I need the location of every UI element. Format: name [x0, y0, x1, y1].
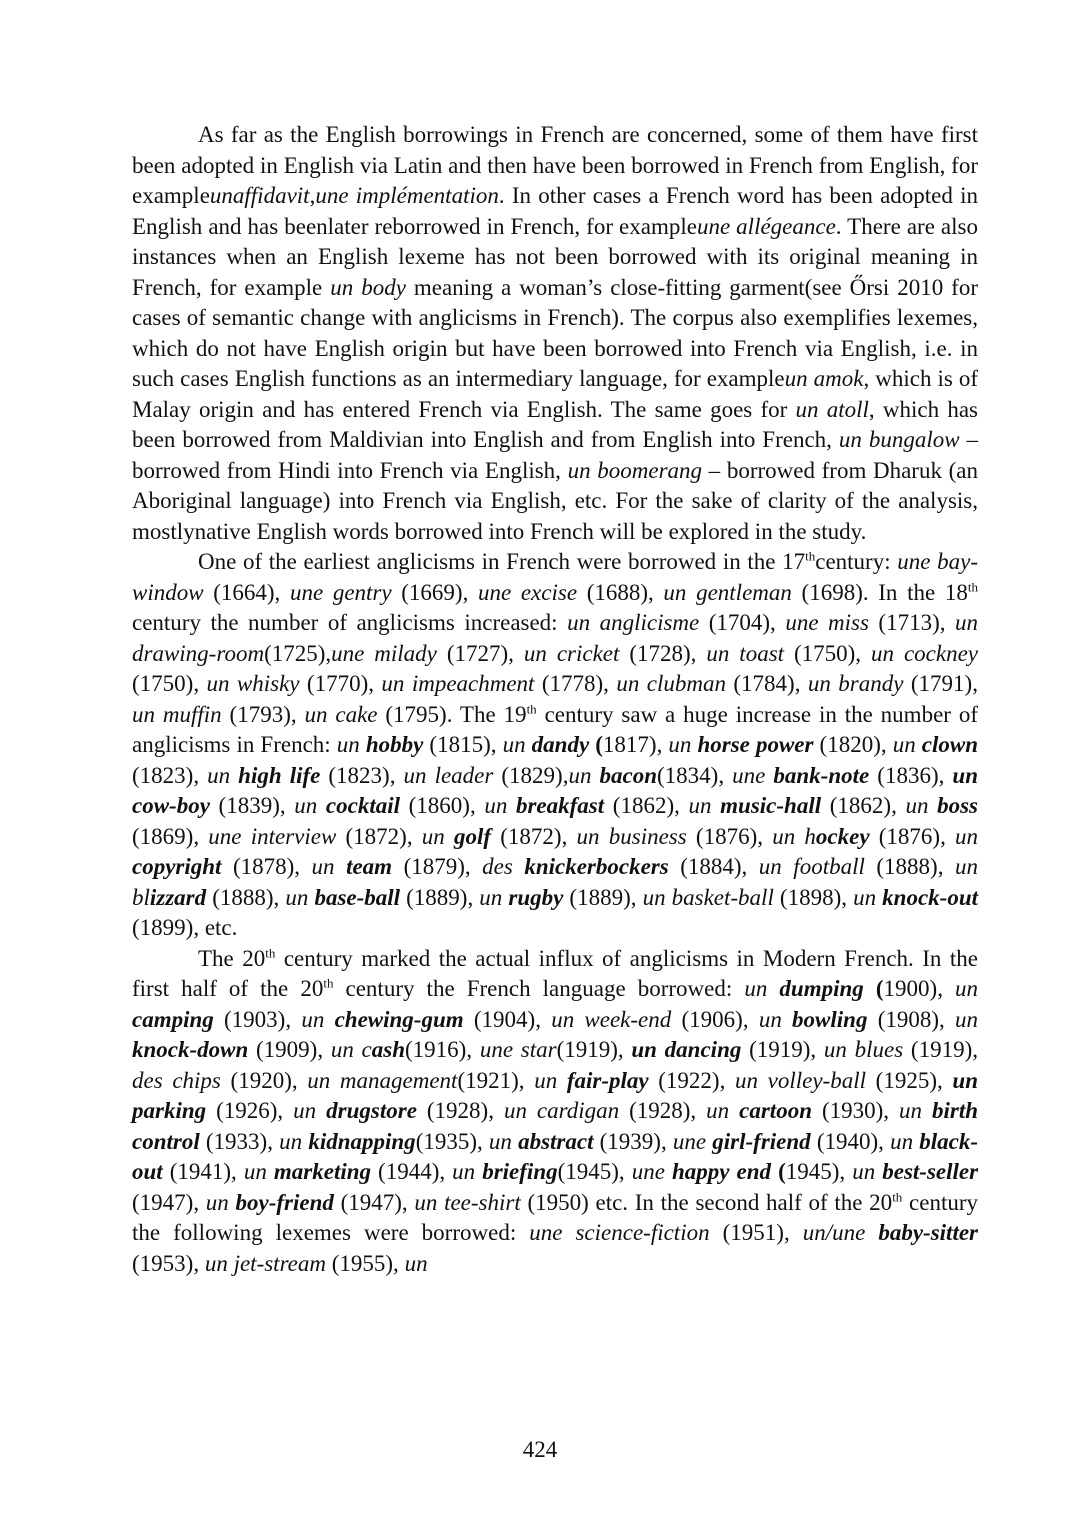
anglicism-term: happy end [671, 1159, 772, 1184]
text-run: (1925), [866, 1067, 953, 1093]
text-run: (1899), etc. [132, 915, 238, 940]
text-run: (1888), [206, 884, 286, 910]
anglicism-term: un [207, 762, 239, 788]
page-number: 424 [522, 1437, 558, 1462]
text-run: , which has been borrowed from Maldivian into English and from English into French, [132, 396, 978, 452]
text-run: ( [595, 732, 603, 757]
text-run: (1778), [534, 671, 617, 696]
ordinal-suffix: th [265, 944, 276, 960]
text-run: – borrowed from Hindi into French via English, [132, 427, 979, 483]
paragraph-17th-19th-century [132, 547, 978, 944]
text-run: (1898), [773, 884, 854, 910]
text-run: As far as the English borrowings in French are concerned, some of them have first been adopted in English via Latin and then have been borrowed in French from English, for example [132, 122, 978, 208]
text-run [864, 976, 876, 1001]
text-run: (1950) etc. In the second half of the 20 [520, 1189, 893, 1215]
anglicism-term: un gentleman [663, 579, 792, 605]
anglicism-term: un bungalow [838, 427, 960, 452]
text-run: (1750), [132, 671, 207, 696]
anglicism-term: un [421, 823, 454, 849]
text-run: ( [875, 976, 884, 1001]
text-run: (1727), [436, 640, 524, 666]
text-run: (1698). In the 18 [791, 579, 968, 605]
anglicism-term: cartoon [739, 1098, 812, 1123]
text-run: (1839), [209, 793, 295, 818]
anglicism-term: un [452, 1159, 483, 1184]
text-run: 1900), [883, 976, 956, 1001]
anglicism-term: un [758, 1006, 793, 1032]
anglicism-term: un h [772, 823, 816, 849]
anglicism-term: un tee-shirt [414, 1189, 521, 1215]
text-run: (1941), [162, 1159, 244, 1184]
text-run: (1860), [400, 793, 485, 818]
anglicism-term: chewing-gum [334, 1006, 464, 1032]
anglicism-term: golf [454, 823, 492, 849]
text-run: century the following lexemes were borrowed: [132, 1189, 978, 1245]
anglicism-term: baby-sitter [878, 1220, 978, 1245]
text-run: (1955), [325, 1250, 405, 1276]
text-run: (1916), [405, 1037, 480, 1062]
text-run: (1945), [557, 1159, 632, 1184]
anglicism-term: izzard [149, 884, 207, 910]
text-run: – borrowed from Dharuk (an Aboriginal language) into French via English, etc. For the sake of clarity of the analysis, mostlynative English words borrowed into French will be explored in the study. [132, 457, 978, 544]
text-run: century: [815, 549, 898, 574]
anglicism-term: un blues [823, 1037, 904, 1062]
anglicism-term: camping [132, 1006, 214, 1032]
anglicism-term: dandy [531, 732, 590, 757]
anglicism-term: clown [921, 732, 979, 757]
anglicism-term: un atoll [795, 396, 869, 422]
anglicism-term: un management [307, 1067, 458, 1093]
anglicism-term: un cockney [871, 640, 979, 666]
anglicism-term: un whisky [206, 671, 300, 696]
text-run: (1770), [299, 671, 382, 696]
text-run: (1876), [686, 823, 773, 849]
anglicism-term: girl-friend [712, 1128, 811, 1154]
anglicism-term: kidnapping [308, 1128, 416, 1154]
text-run: (1728), [619, 640, 707, 666]
anglicism-term: un boomerang [567, 457, 703, 483]
anglicism-term: un [243, 1159, 274, 1184]
text-run: ( [778, 1159, 786, 1184]
anglicism-term: un basket-ball [642, 884, 774, 910]
anglicism-term: fair-play [566, 1067, 649, 1093]
anglicism-term: horse power [697, 732, 814, 757]
text-run: (1823), [132, 762, 208, 788]
anglicism-term: cocktail [325, 793, 400, 818]
text-run: century marked the actual influx of anglicisms in Modern French. In the first half of the 20 [132, 945, 978, 1001]
anglicism-term: une implémentation [315, 183, 499, 208]
anglicism-term: une miss [785, 610, 869, 635]
text-run: (1879), [392, 854, 483, 879]
anglicism-term: copyright [132, 854, 222, 879]
ordinal-suffix: th [805, 548, 816, 564]
text-run: (1928), [416, 1098, 504, 1123]
ordinal-suffix: th [892, 1188, 903, 1204]
text-run: . In other cases a French word has been adopted in English and has beenlater reborrowed in French, for example [132, 183, 979, 239]
text-run: , [309, 183, 316, 208]
text-run: (1704), [699, 610, 786, 635]
text-run: (1953), [132, 1250, 205, 1276]
text-run: (1784), [725, 671, 808, 696]
text-run: (1906), [671, 1006, 759, 1032]
anglicism-term: un amok [784, 366, 864, 391]
anglicism-term: un volley-ball [735, 1067, 867, 1093]
anglicism-term: dumping [779, 976, 864, 1001]
text-run: (1889), [563, 884, 643, 910]
text-run: century the French language borrowed: [333, 976, 745, 1001]
anglicism-term: boy-friend [235, 1189, 334, 1215]
anglicism-term: une excise [477, 579, 578, 605]
text-run: (1926), [206, 1098, 294, 1123]
text-run: century the number of anglicisms increased: [132, 610, 568, 635]
anglicism-term: knock-out [882, 884, 978, 910]
anglicism-term: hobby [365, 732, 424, 757]
anglicism-term: knickerbockers [524, 854, 669, 879]
text-run: (1664), [203, 579, 290, 605]
text-run: , which is of Malay origin and has entered French via English. The same goes for [132, 366, 978, 422]
anglicism-term: une milady [331, 640, 437, 666]
text-run: (1829), [493, 762, 569, 788]
anglicism-term: un anglicisme [567, 610, 700, 635]
anglicism-term: un cow-boy [132, 762, 978, 818]
text-run: (1791), [903, 671, 978, 696]
anglicism-term: une allégeance [696, 213, 836, 239]
text-run: (1793), [221, 701, 305, 727]
anglicism-term: un jet-stream [204, 1250, 326, 1276]
anglicism-term: bacon [599, 762, 657, 788]
text-run: (1919), [556, 1037, 632, 1062]
anglicism-term: ockey [815, 823, 870, 849]
paragraph-20th-century [132, 944, 978, 1280]
text-run: (1908), [867, 1006, 956, 1032]
anglicism-term: un week-end [551, 1006, 672, 1032]
ordinal-suffix: th [526, 700, 537, 716]
anglicism-term: un football [758, 854, 865, 879]
text-run: (1750), [784, 640, 872, 666]
anglicism-term: un [285, 884, 315, 910]
text-run: (1884), [668, 854, 759, 879]
anglicism-term: un clubman [616, 671, 726, 696]
anglicism-term: un [706, 1098, 740, 1123]
anglicism-term: un business [576, 823, 687, 849]
text-run: . There are also instances when an English lexeme has not been borrowed with its original meaning in French, for example [132, 213, 978, 300]
anglicism-term: un [955, 1006, 979, 1032]
text-run: (1869), [132, 823, 209, 849]
anglicism-term: un [688, 793, 721, 818]
anglicism-term: un cake [304, 701, 378, 727]
anglicism-term: un [205, 1189, 236, 1215]
anglicism-term: une bay-window [132, 549, 978, 605]
anglicism-term: un/une [802, 1220, 879, 1245]
anglicism-term: un [890, 1128, 920, 1154]
text-run: (1872), [336, 823, 422, 849]
anglicism-term: un [336, 732, 366, 757]
anglicism-term: un [311, 854, 347, 879]
text-run: 1945), [785, 1159, 853, 1184]
text-run: 1817), [602, 732, 669, 757]
anglicism-term: ash [371, 1037, 406, 1062]
text-run: (1933), [199, 1128, 280, 1154]
text-run: (1922), [648, 1067, 735, 1093]
anglicism-term: un body [330, 274, 406, 300]
text-run: (1820), [813, 732, 893, 757]
anglicism-term: rugby [508, 884, 564, 910]
text-run: (1872), [491, 823, 577, 849]
anglicism-term: un impeachment [381, 671, 535, 696]
text-run: (1823), [320, 762, 404, 788]
page-body [132, 120, 978, 1279]
text-run: (1951), [709, 1220, 803, 1245]
text-run: (1920), [220, 1067, 308, 1093]
text-run: The 20 [198, 945, 266, 971]
anglicism-term: une interview [208, 823, 337, 849]
text-run: (1862), [821, 793, 906, 818]
anglicism-term: un parking [132, 1067, 978, 1123]
anglicism-term: un cardigan [503, 1098, 620, 1123]
anglicism-term: un bl [132, 854, 978, 910]
anglicism-term: knock-down [132, 1037, 249, 1062]
text-run: meaning a woman’s close-fitting garment(see Őrsi 2010 for cases of semantic change with anglicisms in French). The corpus also exemplifies lexemes, which do not have English origin but have been borrowed into French via English, i.e. in such cases English functions as an intermediary language, for example [132, 274, 978, 391]
anglicism-term: un [301, 1006, 335, 1032]
text-run: (1903), [213, 1006, 302, 1032]
anglicism-term: un [404, 1250, 428, 1276]
anglicism-term: un [279, 1128, 309, 1154]
anglicism-term: bank-note [773, 762, 870, 788]
text-run: (1876), [869, 823, 956, 849]
anglicism-term: high life [238, 762, 321, 788]
anglicism-term: un c [330, 1037, 372, 1062]
text-run: (1815), [423, 732, 503, 757]
anglicism-term: un [853, 884, 883, 910]
anglicism-term: music-hall [720, 793, 822, 818]
anglicism-term: unaffidavit [209, 183, 310, 208]
anglicism-term: un [479, 884, 509, 910]
text-run: (1947), [333, 1189, 415, 1215]
anglicism-term: breakfast [515, 793, 605, 818]
anglicism-term: briefing [482, 1159, 558, 1184]
anglicism-term: une [732, 762, 774, 788]
text-run: One of the earliest anglicisms in French were borrowed in the 17 [198, 549, 806, 574]
anglicism-term: team [346, 854, 393, 879]
text-run: (1939), [593, 1128, 673, 1154]
anglicism-term: un [568, 762, 600, 788]
anglicism-term: un [892, 732, 922, 757]
anglicism-term: un [293, 1098, 327, 1123]
anglicism-term: best-seller [882, 1159, 979, 1184]
anglicism-term: un [955, 823, 979, 849]
text-run: (1888), [864, 854, 955, 879]
anglicism-term: un [668, 732, 698, 757]
anglicism-term: black-out [132, 1128, 978, 1184]
anglicism-term: un [502, 732, 532, 757]
text-run: (1921), [457, 1067, 535, 1093]
anglicism-term: des [482, 854, 525, 879]
text-run: (1928), [619, 1098, 707, 1123]
anglicism-term: un [294, 793, 326, 818]
text-run: (1944), [371, 1159, 453, 1184]
anglicism-term: marketing [273, 1159, 372, 1184]
text-run: (1725), [264, 640, 332, 666]
anglicism-term: boss [937, 793, 978, 818]
anglicism-term: un toast [706, 640, 785, 666]
anglicism-term: un [852, 1159, 883, 1184]
text-run: (1688), [577, 579, 664, 605]
anglicism-term: un [899, 1098, 932, 1123]
anglicism-term: une star [479, 1037, 557, 1062]
anglicism-term: un [488, 1128, 519, 1154]
text-run: (1935), [415, 1128, 489, 1154]
ordinal-suffix: th [967, 578, 978, 594]
anglicism-term: un muffin [132, 701, 222, 727]
text-run: century saw a huge increase in the number of anglicisms in French: [132, 701, 978, 757]
anglicism-term: bowling [792, 1006, 868, 1032]
text-run: (1930), [811, 1098, 900, 1123]
anglicism-term: une gentry [289, 579, 392, 605]
paragraph-borrowings-origins [132, 120, 978, 547]
text-run: (1834), [657, 762, 733, 788]
text-run: (1669), [391, 579, 478, 605]
anglicism-term: abstract [518, 1128, 594, 1154]
text-run: (1947), [132, 1189, 206, 1215]
text-run [771, 1159, 778, 1184]
anglicism-term: une [631, 1159, 672, 1184]
ordinal-suffix: th [323, 975, 334, 991]
text-run: (1878), [221, 854, 312, 879]
anglicism-term: base-ball [314, 884, 401, 910]
text-run: (1904), [463, 1006, 552, 1032]
text-run: (1862), [604, 793, 689, 818]
text-run: (1713), [868, 610, 955, 635]
text-run: (1836), [869, 762, 953, 788]
anglicism-term: un [744, 976, 780, 1001]
anglicism-term: un leader [403, 762, 494, 788]
anglicism-term: un [534, 1067, 567, 1093]
anglicism-term: un dancing [631, 1037, 742, 1062]
anglicism-term: une science-fiction [529, 1220, 710, 1245]
text-run: (1909), [248, 1037, 331, 1062]
anglicism-term: un drawing-room [132, 610, 978, 666]
anglicism-term: birth control [132, 1098, 979, 1154]
text-run: (1919), [741, 1037, 824, 1062]
anglicism-term: une [672, 1128, 713, 1154]
anglicism-term: des chips [132, 1067, 221, 1093]
anglicism-term: un [484, 793, 516, 818]
anglicism-term: un brandy [807, 671, 904, 696]
anglicism-term: un [955, 976, 979, 1001]
anglicism-term: un [905, 793, 938, 818]
text-run: (1940), [810, 1128, 891, 1154]
text-run: (1795). The 19 [377, 701, 527, 727]
anglicism-term: drugstore [326, 1098, 417, 1123]
text-run: (1889), [400, 884, 480, 910]
text-run: (1919), [903, 1037, 978, 1062]
anglicism-term: un cricket [523, 640, 620, 666]
